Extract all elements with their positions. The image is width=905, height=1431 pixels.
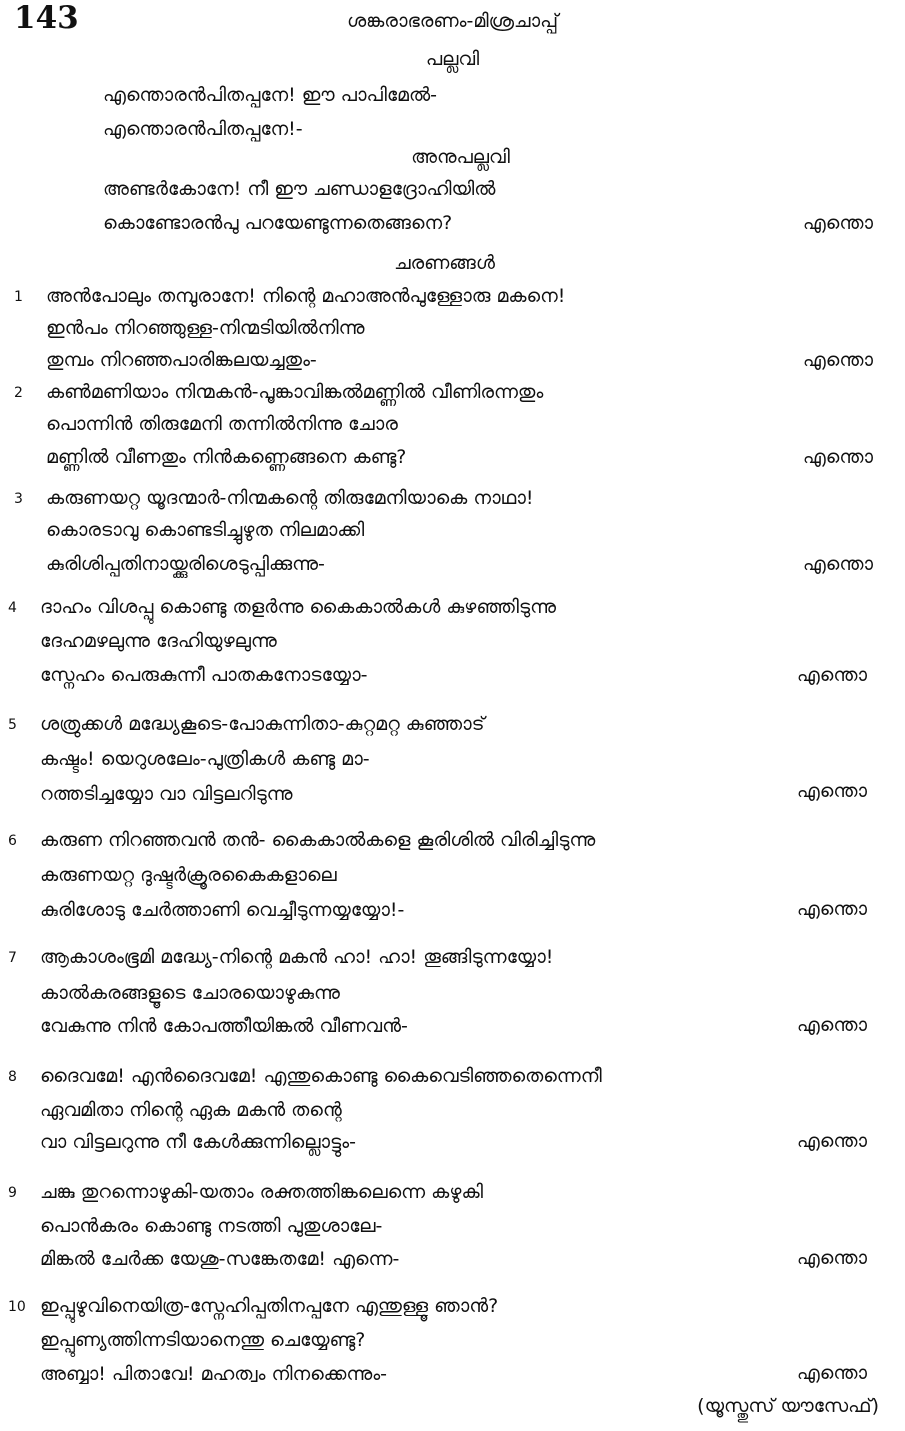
charanam-heading: ചരണങ്ങൾ [394,252,495,274]
stanza-number: 1 [14,289,23,305]
stanza-line: ദാഹം വിശപ്പു കൊണ്ടു തളർന്നു കൈകാൽകൾ കുഴഞ്ഞിടുന്നു [40,596,556,618]
stanza-line: കരുണയറ്റ ദുഷ്ടർക്രൂരകൈകളാലെ [40,864,337,886]
stanza-line: കൊരടാവു കൊണ്ടടിച്ചുഴുത നിലമാക്കി [46,519,365,541]
stanza-number: 8 [8,1069,17,1085]
stanza-number: 9 [8,1185,17,1201]
refrain-marker: എന്തൊ [796,1247,867,1269]
stanza-number: 7 [8,950,17,966]
refrain-marker: എന്തൊ [796,898,867,920]
stanza-line: ഇപ്പുഴുവിനെയിത്ര-സ്നേഹിപ്പതിനപ്പനേ എന്തുള്ളൂ ഞാൻ? [40,1295,499,1317]
pallavi-line: എന്തൊരൻപിതപ്പനേ! ഈ പാപിമേൽ- [103,84,437,106]
stanza-number: 6 [8,833,17,849]
author-credit: (യൂസ്തുസ് യൗസേഫ്) [697,1395,879,1417]
stanza-line: പൊന്നിൻ തിരുമേനി തന്നിൽനിന്നു ചോര [46,413,398,435]
stanza-number: 3 [14,491,23,507]
stanza-line: റത്തടിച്ചയ്യോ വാ വിട്ടലറിടുന്നു [40,783,293,805]
refrain-marker: എന്തൊ [802,446,873,468]
refrain-marker: എന്തൊ [796,1362,867,1384]
stanza-line: വാ വിട്ടലറുന്നു നീ കേൾക്കുന്നില്ലൊട്ടും- [40,1131,356,1153]
stanza-line: സ്നേഹം പെരുകുന്നീ പാതകനോടയ്യോ- [40,664,368,686]
refrain-marker: എന്തൊ [802,212,873,234]
stanza-line: കഷ്ടം! യെറുശലേം-പുത്രികൾ കണ്ടു മാ- [40,748,370,770]
stanza-line: ചങ്കു തുറന്നൊഴുകി-യതാം രക്തത്തിങ്കലെന്നെ കഴുകി [40,1181,483,1203]
stanza-line: മിങ്കൽ ചേർക്ക യേശു-സങ്കേതമേ! എന്നെ- [40,1248,400,1270]
stanza-line: ആകാശംഭൂമി മദ്ധ്യേ-നിന്റെ മകൻ ഹാ! ഹാ! തൂങ്ങിടുന്നയ്യോ! [40,946,554,968]
stanza-line: ദൈവമേ! എൻദൈവമേ! എന്തുകൊണ്ടു കൈവെടിഞ്ഞതെന്നെനീ [40,1065,602,1087]
anupallavi-line: കൊണ്ടോരൻപു പറയേണ്ടുന്നതെങ്ങനെ? [103,212,453,234]
refrain-marker: എന്തൊ [796,780,867,802]
stanza-line: കരുണയറ്റ യൂദന്മാർ-നിന്മകന്റെ തിരുമേനിയാകെ നാഥാ! [46,487,534,509]
stanza-line: വേകുന്നു നിൻ കോപത്തീയിങ്കൽ വീണവൻ- [40,1015,408,1037]
stanza-line: കാൽകരങ്ങളൂടെ ചോരയൊഴുകുന്നു [40,982,340,1004]
stanza-line: അബ്ബാ! പിതാവേ! മഹത്വം നിനക്കെന്നും- [40,1363,388,1385]
stanza-line: മണ്ണിൽ വീണതും നിൻകണ്ണെങ്ങനെ കണ്ടു? [46,446,407,468]
stanza-line: കൺമണിയാം നിന്മകൻ-പൂങ്കാവിങ്കൽമണ്ണിൽ വീണിരന്നതും [46,381,544,403]
stanza-line: കരുണ നിറഞ്ഞവൻ തൻ- കൈകാൽകളെ കൂരിശിൽ വിരിച്ചിടുന്നു [40,829,596,851]
stanza-line: കുരിശിപ്പതിനായ്ക്കുരിശെടുപ്പിക്കുന്നു- [46,553,325,575]
stanza-line: ശത്രുക്കൾ മദ്ധ്യേകൂടെ-പോകുന്നിതാ-കുറ്റമറ്റ കുഞ്ഞാട് [40,713,485,735]
stanza-line: ദേഹമഴലുന്നു ദേഹിയുഴലുന്നു [40,630,277,652]
stanza-line: ഇൻപം നിറഞ്ഞുള്ള-നിന്മടിയിൽനിന്നു [46,317,365,339]
refrain-marker: എന്തൊ [796,1130,867,1152]
stanza-number: 4 [8,600,17,616]
page-number: 143 [14,0,79,36]
stanza-line: കുരിശോടു ചേർത്താണി വെച്ചീടുന്നയ്യയ്യോ!- [40,899,405,921]
anupallavi-heading: അനുപല്ലവി [411,146,510,168]
pallavi-heading: പല്ലവി [425,48,480,70]
refrain-marker: എന്തൊ [802,553,873,575]
pallavi-line: എന്തൊരൻപിതപ്പനേ!- [103,118,303,140]
refrain-marker: എന്തൊ [796,1014,867,1036]
stanza-line: അൻപോലും തമ്പുരാനേ! നിന്റെ മഹാഅൻപുള്ളോരു മകനെ! [46,285,566,307]
raga-title: ശങ്കരാഭരണം-മിശ്രചാപ്പ് [346,10,559,32]
stanza-line: ഏവമിതാ നിന്റെ ഏക മകൻ തന്റെ [40,1099,342,1121]
stanza-number: 10 [8,1299,26,1315]
refrain-marker: എന്തൊ [796,664,867,686]
stanza-line: തുമ്പം നിറഞ്ഞപാരിങ്കലയച്ചതും- [46,349,317,371]
stanza-line: ഇപ്പുണ്യത്തിന്നടിയാനെന്തു ചെയ്യേണ്ടു? [40,1329,366,1351]
refrain-marker: എന്തൊ [802,349,873,371]
stanza-number: 2 [14,385,23,401]
anupallavi-line: അണ്ടർകോനേ! നീ ഈ ചണ്ഡാളദ്രോഹിയിൽ [103,178,496,200]
stanza-line: പൊൻകരം കൊണ്ടു നടത്തി പുതുശാലേ- [40,1215,383,1237]
stanza-number: 5 [8,717,17,733]
